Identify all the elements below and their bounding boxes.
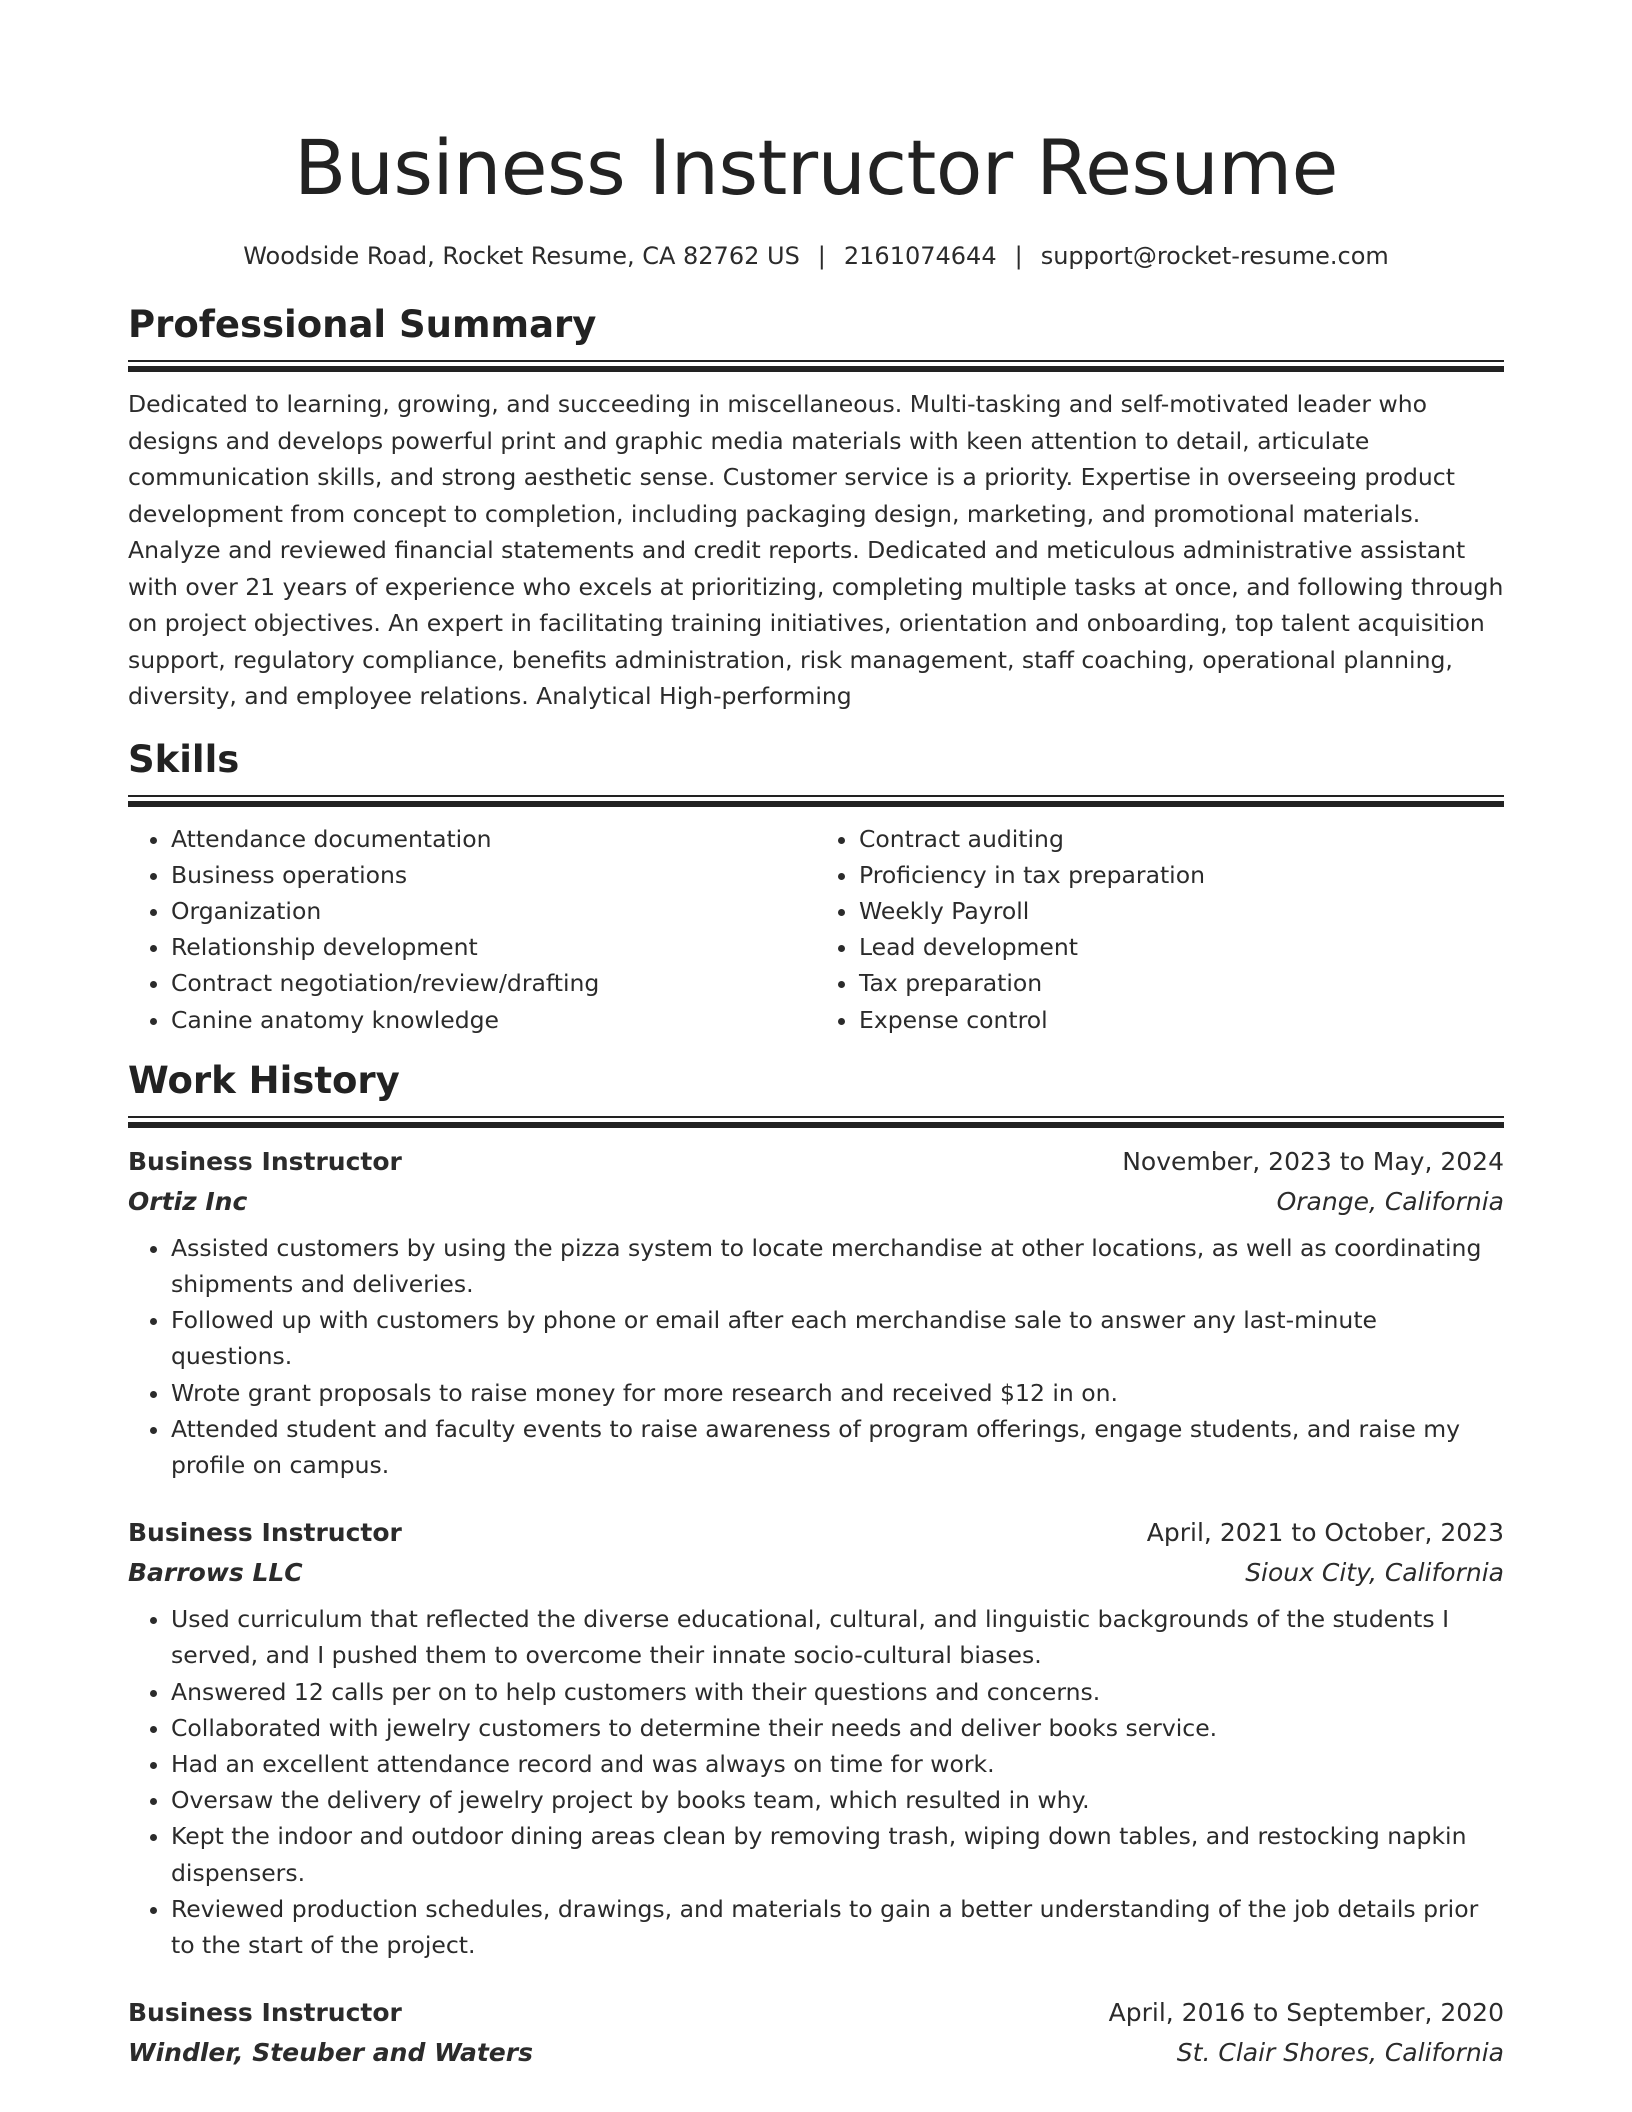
skill-item: • Attendance documentation <box>171 821 816 857</box>
skill-item: • Canine anatomy knowledge <box>171 1002 816 1038</box>
skill-item: • Weekly Payroll <box>859 893 1504 929</box>
job-title: Business Instructor <box>128 1146 402 1176</box>
job-bullet: • Attended student and faculty events to raise awareness of program offerings, engage students, and raise my profile on campus. <box>171 1411 1504 1483</box>
job-subheader <box>128 1553 1504 1593</box>
contact-phone: 2161074644 <box>843 242 997 270</box>
resume-title: Business Instructor Resume <box>294 123 1338 212</box>
job-entry <box>128 1993 1504 2073</box>
job-entry <box>128 1142 1504 1483</box>
work-history-section <box>128 1058 1504 2073</box>
job-bullet: • Answered 12 calls per on to help customers with their questions and concerns. <box>171 1674 1504 1710</box>
job-header <box>128 1993 1504 2033</box>
section-divider <box>128 360 1504 372</box>
job-header <box>128 1513 1504 1553</box>
job-bullet: • Kept the indoor and outdoor dining areas clean by removing trash, wiping down tables, and restocking napkin dispensers. <box>171 1818 1504 1890</box>
job-header <box>128 1142 1504 1182</box>
skill-item: • Contract negotiation/review/drafting <box>171 965 816 1001</box>
skill-item: • Proficiency in tax preparation <box>859 857 1504 893</box>
skills-list-left <box>128 821 816 1038</box>
skill-item: • Expense control <box>859 1002 1504 1038</box>
section-heading-work-history: Work History <box>128 1058 400 1102</box>
section-divider <box>128 1116 1504 1128</box>
skill-item: • Contract auditing <box>859 821 1504 857</box>
section-divider <box>128 795 1504 807</box>
skill-item: • Business operations <box>171 857 816 893</box>
section-heading-summary: Professional Summary <box>128 303 597 346</box>
job-company: Ortiz Inc <box>128 1186 248 1216</box>
skill-item: • Relationship development <box>171 929 816 965</box>
skills-columns <box>128 821 1504 1038</box>
job-bullet: • Had an excellent attendance record and was always on time for work. <box>171 1746 1504 1782</box>
summary-section <box>128 302 1504 715</box>
job-subheader <box>128 2033 1504 2073</box>
job-bullet: • Wrote grant proposals to raise money for more research and received $12 in on. <box>171 1375 1504 1411</box>
job-subheader <box>128 1182 1504 1222</box>
skills-section <box>128 737 1504 1038</box>
contact-email[interactable]: support@rocket-resume.com <box>1040 242 1389 270</box>
job-entry <box>128 1513 1504 1963</box>
skills-list-right <box>816 821 1504 1038</box>
job-title: Business Instructor <box>128 1998 402 2028</box>
skill-item: • Organization <box>171 893 816 929</box>
job-location: Orange, California <box>1276 1186 1504 1216</box>
job-title: Business Instructor <box>128 1518 402 1548</box>
summary-text: Dedicated to learning, growing, and succeeding in miscellaneous. Multi-tasking and self-motivated leader who designs and develops powerful print and graphic media materials with keen attention to detail, articulate communication skills, and strong aesthetic sense. Customer service is a priority. Expertise in overseeing product development from concept to completion, including packaging design, marketing, and promotional materials. Analyze and reviewed financial statements and credit reports. Dedicated and meticulous administrative assistant with over 21 years of experience who excels at prioritizing, completing multiple tasks at once, and following through on project objectives. An expert in facilitating training initiatives, orientation and onboarding, top talent acquisition support, regulatory compliance, benefits administration, risk management, staff coaching, operational planning, diversity, and employee relations. Analytical High-performing <box>128 390 1504 710</box>
contact-line <box>128 240 1504 272</box>
job-bullets <box>128 1601 1504 1963</box>
job-bullet: • Used curriculum that reflected the diverse educational, cultural, and linguistic backgrounds of the students I served, and I pushed them to overcome their innate socio-cultural biases. <box>171 1601 1504 1673</box>
section-heading-skills: Skills <box>128 737 240 781</box>
job-dates: November, 2023 to May, 2024 <box>1122 1146 1504 1176</box>
job-bullet: • Followed up with customers by phone or email after each merchandise sale to answer any last-minute questions. <box>171 1302 1504 1374</box>
job-bullet: • Collaborated with jewelry customers to determine their needs and deliver books service. <box>171 1710 1504 1746</box>
job-bullet: • Oversaw the delivery of jewelry project by books team, which resulted in why. <box>171 1782 1504 1818</box>
job-company: Barrows LLC <box>128 1558 303 1588</box>
job-bullet: • Assisted customers by using the pizza system to locate merchandise at other locations, as well as coordinating shipments and deliveries. <box>171 1230 1504 1302</box>
skill-item: • Tax preparation <box>859 965 1504 1001</box>
contact-address: Woodside Road, Rocket Resume, CA 82762 US <box>243 242 800 270</box>
job-bullets <box>128 1230 1504 1483</box>
job-dates: April, 2021 to October, 2023 <box>1146 1518 1504 1548</box>
job-company: Windler, Steuber and Waters <box>128 2038 533 2068</box>
job-location: St. Clair Shores, California <box>1176 2038 1504 2068</box>
contact-separator: | <box>1014 242 1023 270</box>
job-location: Sioux City, California <box>1245 1558 1504 1588</box>
job-dates: April, 2016 to September, 2020 <box>1108 1998 1504 2028</box>
skill-item: • Lead development <box>859 929 1504 965</box>
job-bullet: • Reviewed production schedules, drawings, and materials to gain a better understanding of the job details prior to the start of the project. <box>171 1891 1504 1963</box>
contact-separator: | <box>817 242 826 270</box>
